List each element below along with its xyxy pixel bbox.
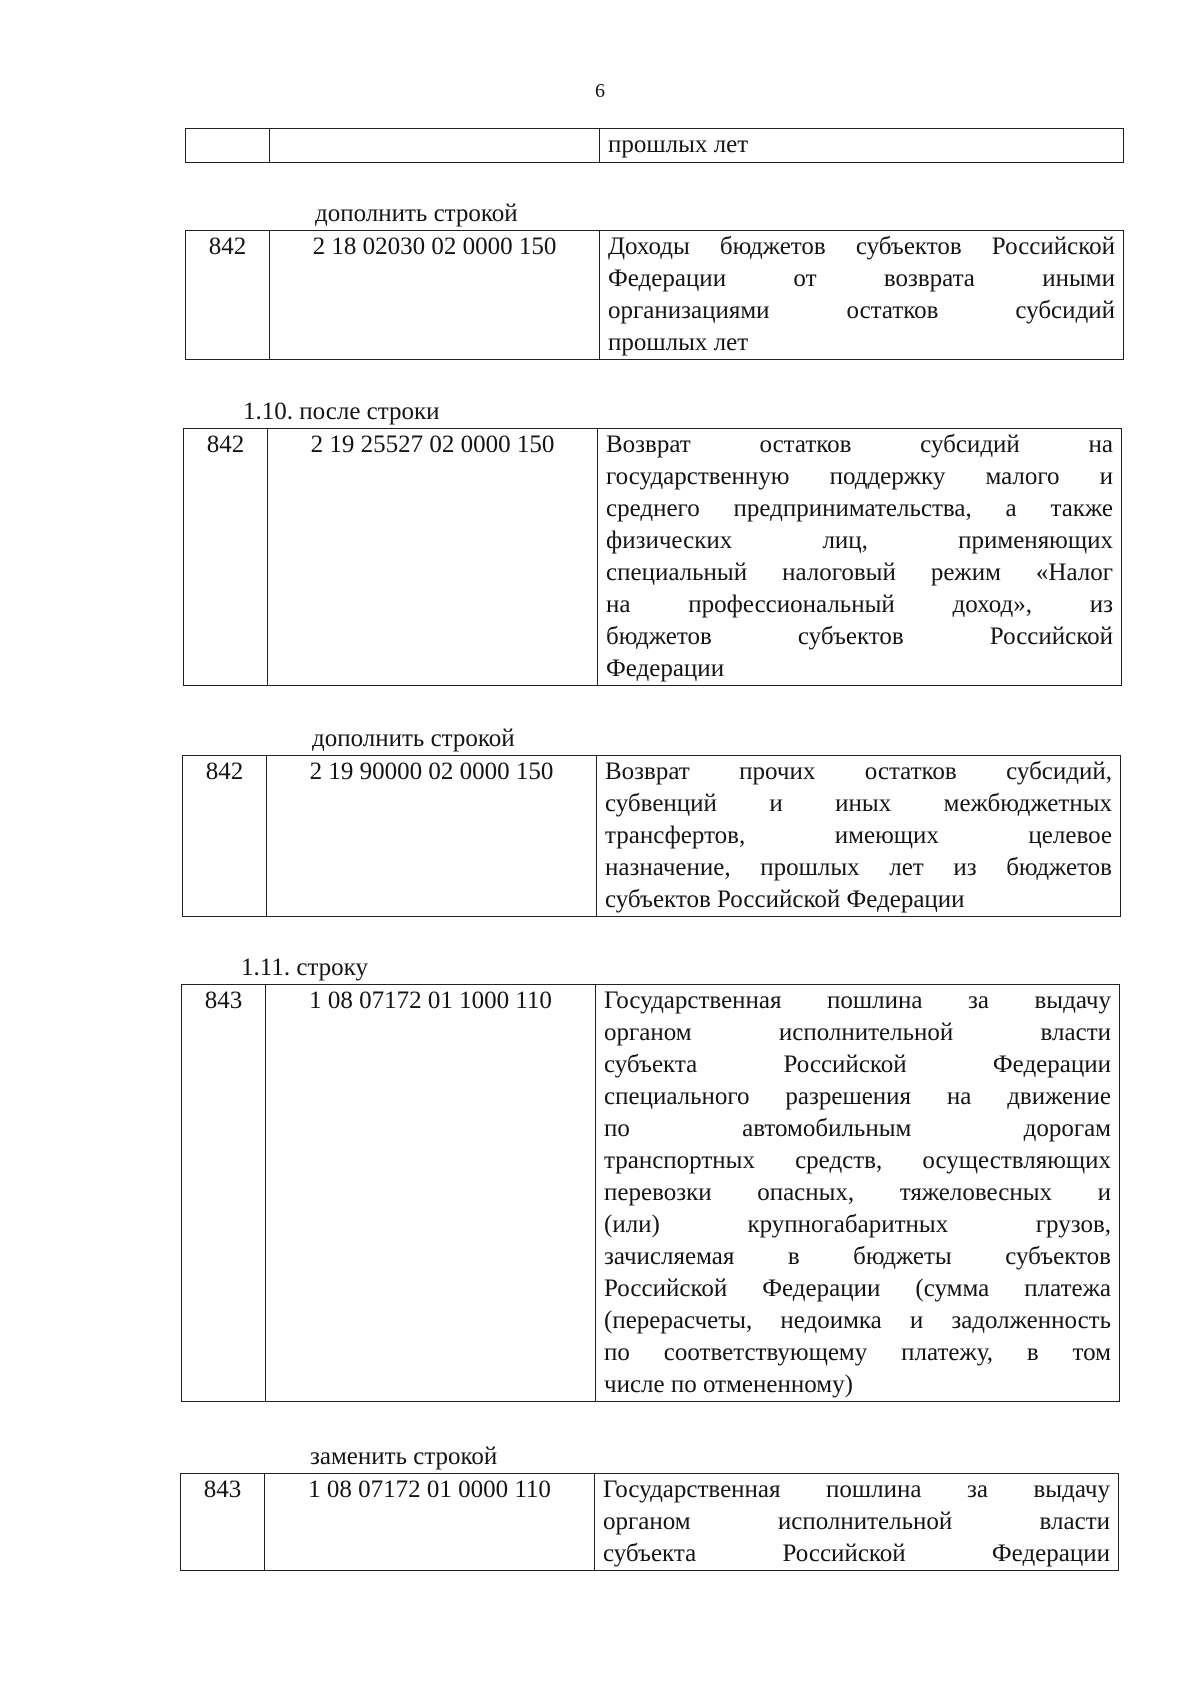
income-code-cell: 1 08 07172 01 1000 110 (266, 985, 596, 1402)
description-line: перевозки опасных, тяжеловесных и (604, 1179, 1111, 1206)
table-row (184, 429, 1122, 686)
description-line: специального разрешения на движение (604, 1083, 1111, 1110)
admin-code-cell: 842 (183, 756, 267, 917)
description-line: по автомобильным дорогам (604, 1115, 1111, 1142)
section-replace-row (180, 1443, 1119, 1571)
description-line: числе по отмененному) (604, 1371, 853, 1398)
description-line: Возврат остатков субсидий на (606, 431, 1113, 458)
table-row (181, 1474, 1119, 1571)
income-code-cell: 2 19 90000 02 0000 150 (267, 756, 597, 917)
description-line: физических лиц, применяющих (606, 527, 1113, 554)
description-line: Федерации от возврата иными (608, 265, 1115, 292)
budget-table (182, 755, 1121, 917)
budget-table (183, 428, 1122, 686)
admin-code-cell (186, 129, 270, 163)
description-line: (перерасчеты, недоимка и задолженность (604, 1307, 1111, 1334)
table-row (182, 985, 1120, 1402)
description-line: специальный налоговый режим «Налог (606, 559, 1113, 586)
description-line: прошлых лет (608, 131, 749, 158)
table-row (183, 756, 1121, 917)
section-after-row-1-10 (183, 398, 1122, 686)
section-intro: 1.11. строку (241, 954, 368, 981)
budget-table (185, 128, 1124, 163)
admin-code-cell: 842 (186, 231, 270, 360)
description-line: Доходы бюджетов субъектов Российской (608, 233, 1115, 260)
table-row (186, 129, 1124, 163)
income-code-cell: 2 19 25527 02 0000 150 (268, 429, 598, 686)
description-line: (или) крупногабаритных грузов, (604, 1211, 1111, 1238)
description-line: по соответствующему платежу, в том (604, 1339, 1111, 1366)
page-number: 6 (595, 80, 605, 102)
description-line: органом исполнительной власти (604, 1019, 1111, 1046)
description-cell (600, 231, 1124, 360)
description-line: субъекта Российской Федерации (604, 1051, 1111, 1078)
description-cell (595, 1474, 1119, 1571)
description-line: государственную поддержку малого и (606, 463, 1113, 490)
description-line: трансфертов, имеющих целевое (605, 822, 1112, 849)
description-cell (597, 756, 1121, 917)
admin-code-cell: 843 (181, 1474, 265, 1571)
description-line: Государственная пошлина за выдачу (603, 1476, 1110, 1503)
description-line: субъекта Российской Федерации (603, 1540, 1110, 1567)
description-cell (600, 129, 1124, 163)
description-line: Возврат прочих остатков субсидий, (605, 758, 1112, 785)
description-line: субвенций и иных межбюджетных (605, 790, 1112, 817)
section-row-1-11 (181, 954, 1120, 1402)
admin-code-cell: 842 (184, 429, 268, 686)
description-line: на профессиональный доход», из (606, 591, 1113, 618)
description-line: зачисляемая в бюджеты субъектов (604, 1243, 1111, 1270)
description-line: органом исполнительной власти (603, 1508, 1110, 1535)
income-code-cell: 2 18 02030 02 0000 150 (270, 231, 600, 360)
section-intro: дополнить строкой (315, 200, 518, 227)
admin-code-cell: 843 (182, 985, 266, 1402)
income-code-cell (270, 129, 600, 163)
description-line: субъектов Российской Федерации (605, 886, 965, 913)
section-intro: заменить строкой (310, 1443, 498, 1470)
table-row (186, 231, 1124, 360)
section-continuation (185, 128, 1124, 163)
description-line: прошлых лет (608, 329, 749, 356)
income-code-cell: 1 08 07172 01 0000 110 (265, 1474, 595, 1571)
description-cell (596, 985, 1120, 1402)
budget-table (185, 230, 1124, 360)
description-line: Российской Федерации (сумма платежа (604, 1275, 1111, 1302)
section-add-row-2 (182, 725, 1121, 917)
budget-table (180, 1473, 1119, 1571)
budget-table (181, 984, 1120, 1402)
description-line: организациями остатков субсидий (608, 297, 1115, 324)
section-add-row-1 (185, 200, 1124, 360)
description-line: транспортных средств, осуществляющих (604, 1147, 1111, 1174)
description-cell (598, 429, 1122, 686)
description-line: Государственная пошлина за выдачу (604, 987, 1111, 1014)
description-line: назначение, прошлых лет из бюджетов (605, 854, 1112, 881)
section-intro: 1.10. после строки (243, 398, 440, 425)
description-line: бюджетов субъектов Российской (606, 623, 1113, 650)
description-line: среднего предпринимательства, а также (606, 495, 1113, 522)
section-intro: дополнить строкой (312, 725, 515, 752)
description-line: Федерации (606, 655, 725, 682)
